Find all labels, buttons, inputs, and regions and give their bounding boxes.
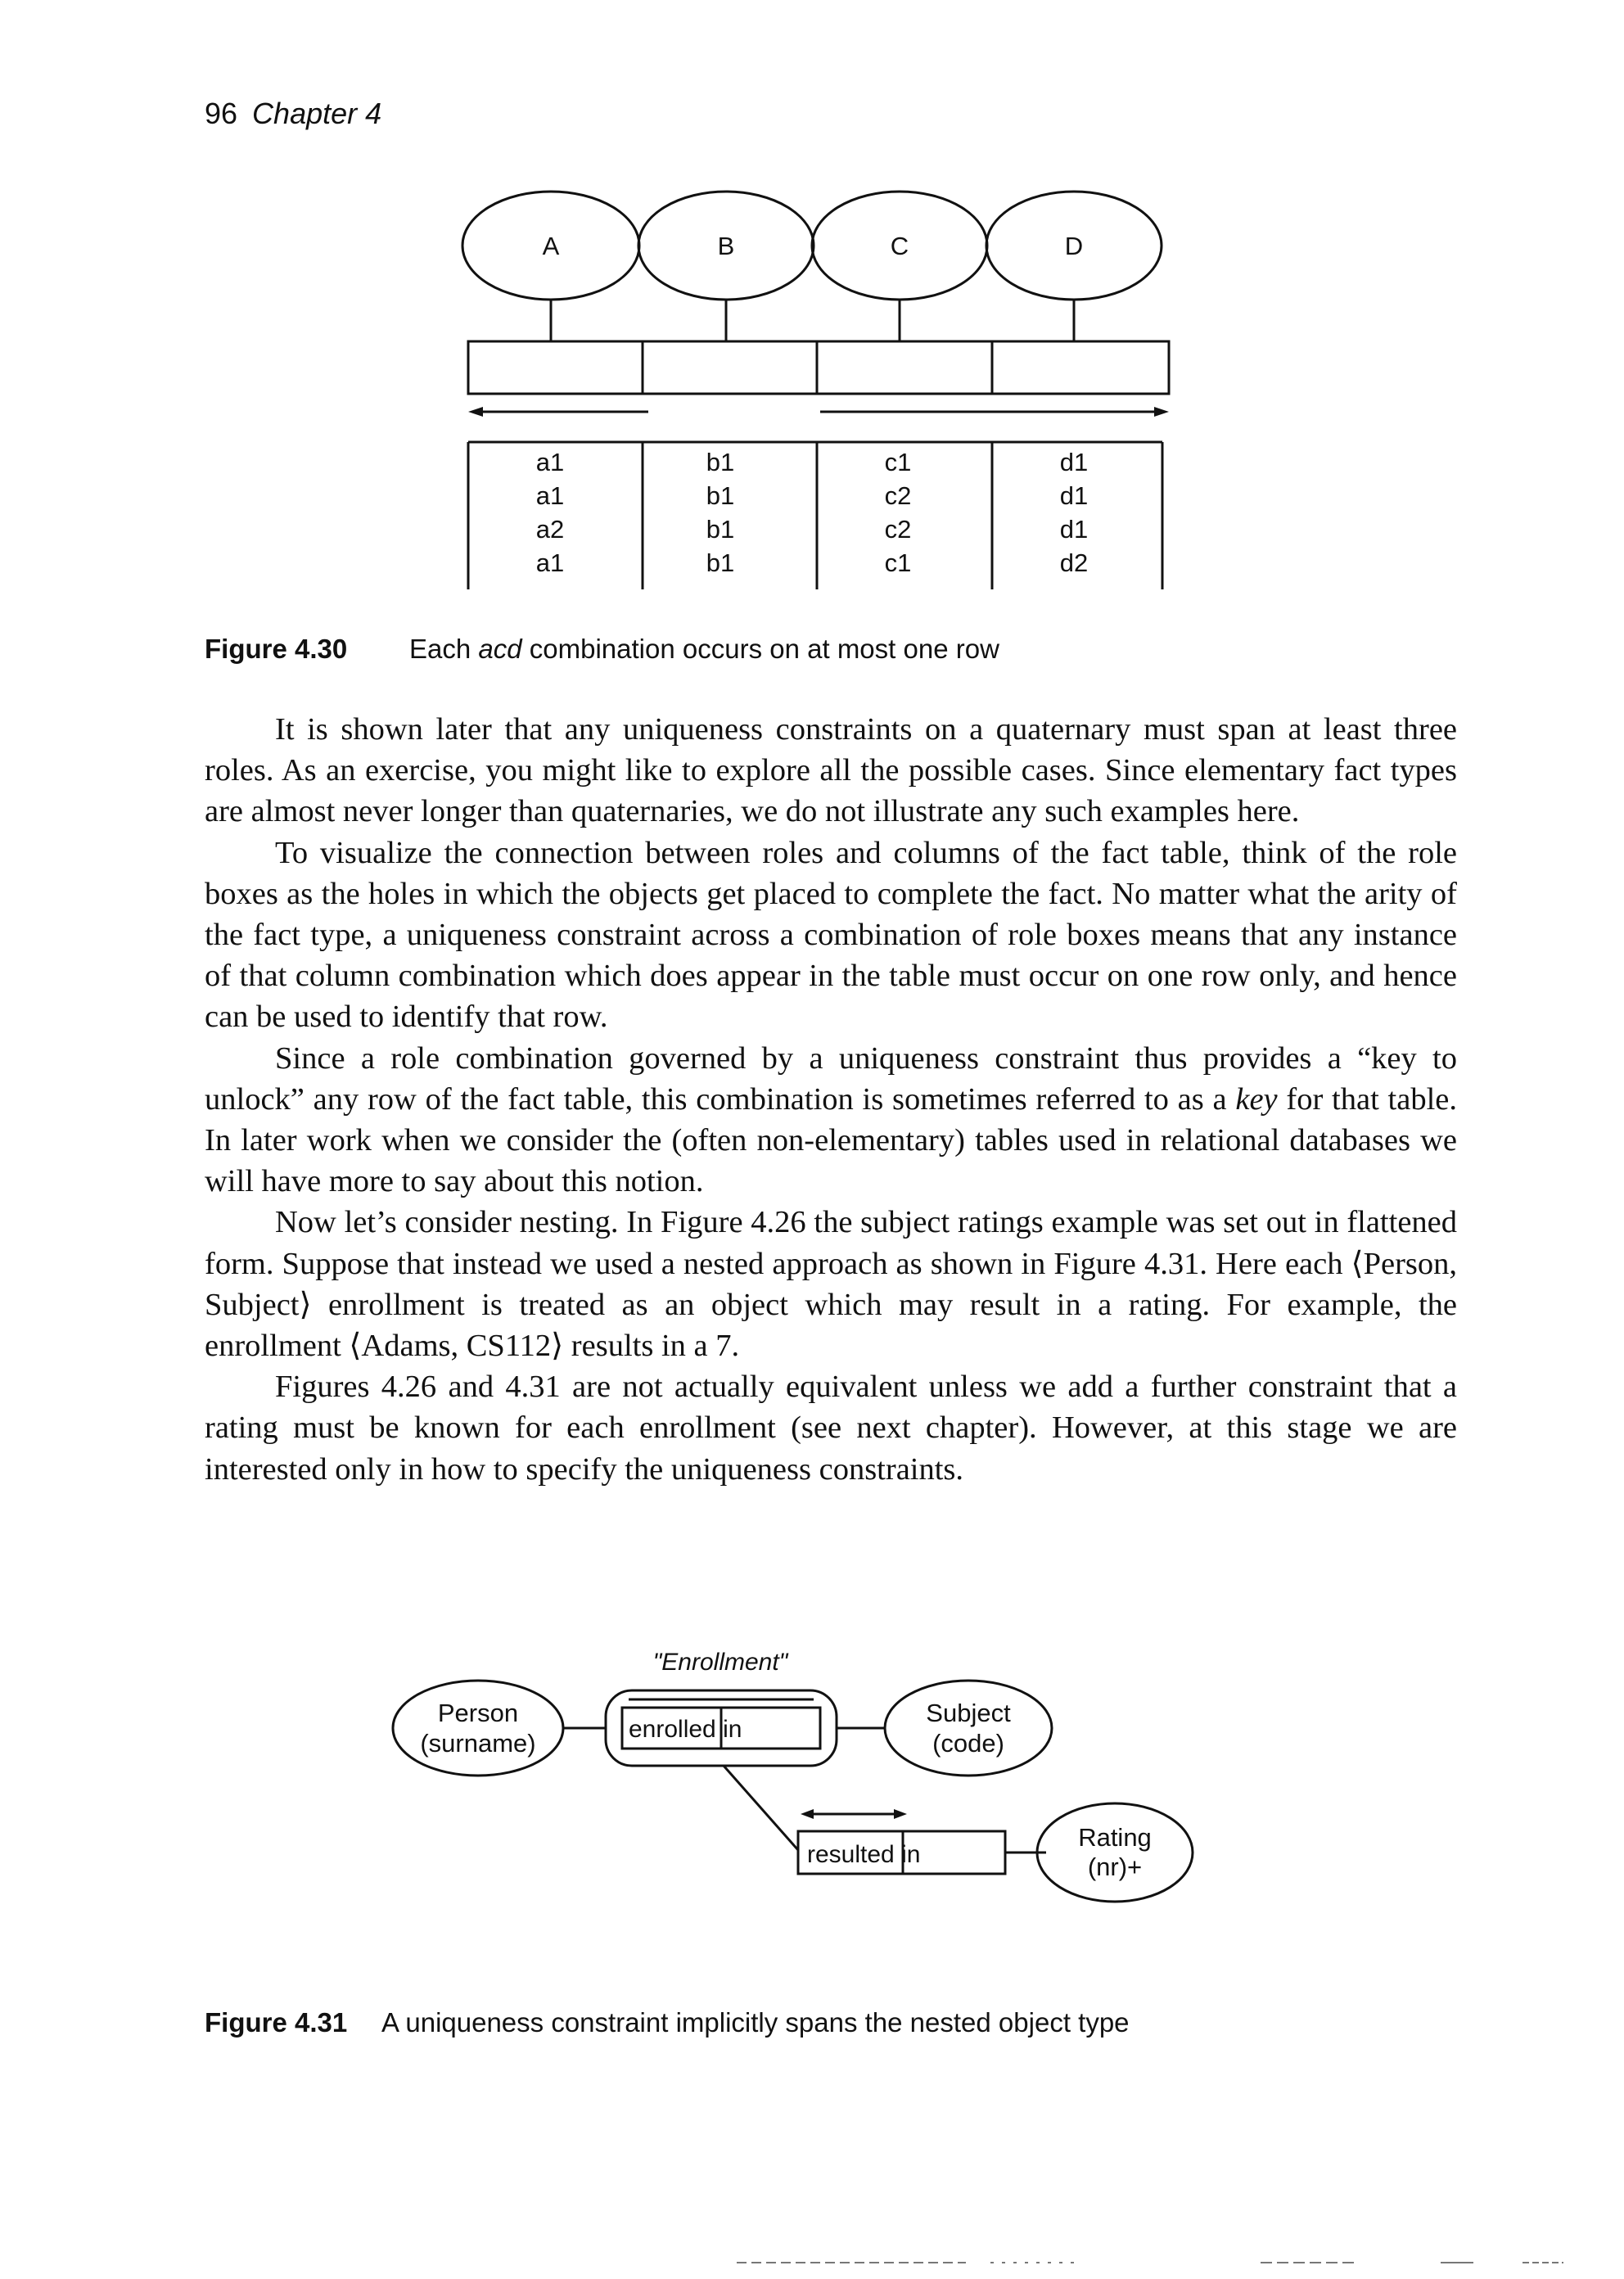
figure-4-31-caption-text: A uniqueness constraint implicitly spans the nested object type	[381, 2007, 1130, 2038]
body-text	[205, 709, 1457, 1490]
scan-artifact	[737, 2261, 1588, 2264]
rating-refmode: (nr)+	[1087, 1853, 1143, 1881]
figure-4-30-caption-post: combination occurs on at most one row	[521, 634, 999, 664]
entity-c-label: C	[890, 232, 909, 260]
cell-r2-c: c2	[884, 481, 912, 510]
page-number: 96	[205, 97, 238, 130]
paragraph-3-pre: Since a role combination governed by a uniqueness constraint thus provides a “key to unlock” any row of the fact table, this combination is sometimes referred to as a	[205, 1040, 1457, 1117]
cell-r1-b: b1	[706, 448, 735, 476]
figure-4-31-caption	[205, 2007, 1130, 2038]
enrollment-nested-label: "Enrollment"	[652, 1649, 788, 1676]
cell-r3-d: d1	[1059, 515, 1089, 544]
figure-4-30-caption	[205, 634, 999, 665]
cell-r4-a: a1	[535, 548, 565, 577]
figure-4-30-label: Figure 4.30	[205, 634, 348, 664]
person-label: Person	[437, 1699, 519, 1727]
paragraph-1: It is shown later that any uniqueness constraints on a quaternary must span at least three roles. As an exercise, you might like to explore all the possible cases. Since elementary fact types are almost never longer than quaternaries, we do not illustrate any such examples here.	[205, 712, 1457, 829]
cell-r2-b: b1	[706, 481, 735, 510]
entity-d-label: D	[1064, 232, 1084, 260]
paragraph-3	[205, 1038, 1457, 1203]
cell-r3-c: c2	[884, 515, 912, 544]
cell-r3-a: a2	[535, 515, 565, 544]
cell-r1-d: d1	[1059, 448, 1089, 476]
entity-a-label: A	[542, 232, 560, 260]
figure-4-30-caption-em: acd	[478, 634, 522, 664]
entity-b-label: B	[717, 232, 735, 260]
cell-r3-b: b1	[706, 515, 735, 544]
cell-r2-a: a1	[535, 481, 565, 510]
figure-4-30-diagram	[0, 0, 1624, 606]
figure-4-31-label: Figure 4.31	[205, 2007, 348, 2038]
cell-r1-c: c1	[884, 448, 912, 476]
role-boxes	[468, 341, 1169, 394]
subject-entity-ellipse	[885, 1681, 1052, 1776]
subject-refmode: (code)	[932, 1729, 1004, 1758]
figure-4-30-caption-pre: Each	[409, 634, 479, 664]
enrolled-in-label: enrolled in	[629, 1716, 742, 1743]
paragraph-3-post: for that table. In later work when we consider the (often non-elementary) tables used in relational databases we will have more to say about this notion.	[205, 1081, 1457, 1199]
paragraph-2: To visualize the connection between roles and columns of the fact table, think of the role boxes as the holes in which the objects get placed to complete the fact. No matter what the arity of the fact type, a uniqueness constraint across a combination of role boxes means that any instance of that column combination which does appear in the table must occur on one row only, and hence can be used to identify that row.	[205, 835, 1457, 1035]
cell-r4-c: c1	[884, 548, 912, 577]
person-refmode: (surname)	[420, 1729, 536, 1758]
cell-r4-d: d2	[1059, 548, 1089, 577]
cell-r1-a: a1	[535, 448, 565, 476]
rating-label: Rating	[1078, 1823, 1152, 1852]
resulted-in-label: resulted in	[807, 1841, 921, 1868]
paragraph-5: Figures 4.26 and 4.31 are not actually equivalent unless we add a further constraint that a rating must be known for each enrollment (see next chapter). However, at this stage we are interested only in how to specify the uniqueness constraints.	[205, 1370, 1457, 1487]
paragraph-4: Now let’s consider nesting. In Figure 4.26 the subject ratings example was set out in flattened form. Suppose that instead we used a nested approach as shown in Figure 4.31. Here each ⟨Person, Subject⟩ enrollment is treated as an object which may result in a rating. For example, the enrollment ⟨Adams, CS112⟩ results in a 7.	[205, 1205, 1457, 1364]
cell-r2-d: d1	[1059, 481, 1089, 510]
chapter-title: Chapter 4	[252, 97, 382, 130]
cell-r4-b: b1	[706, 548, 735, 577]
key-term: key	[1235, 1081, 1278, 1117]
fact-table	[536, 448, 1088, 577]
nest-to-resulted-link	[724, 1766, 798, 1850]
figure-4-31-diagram	[0, 1621, 1624, 1965]
subject-label: Subject	[926, 1699, 1011, 1727]
person-entity-ellipse	[393, 1681, 563, 1776]
